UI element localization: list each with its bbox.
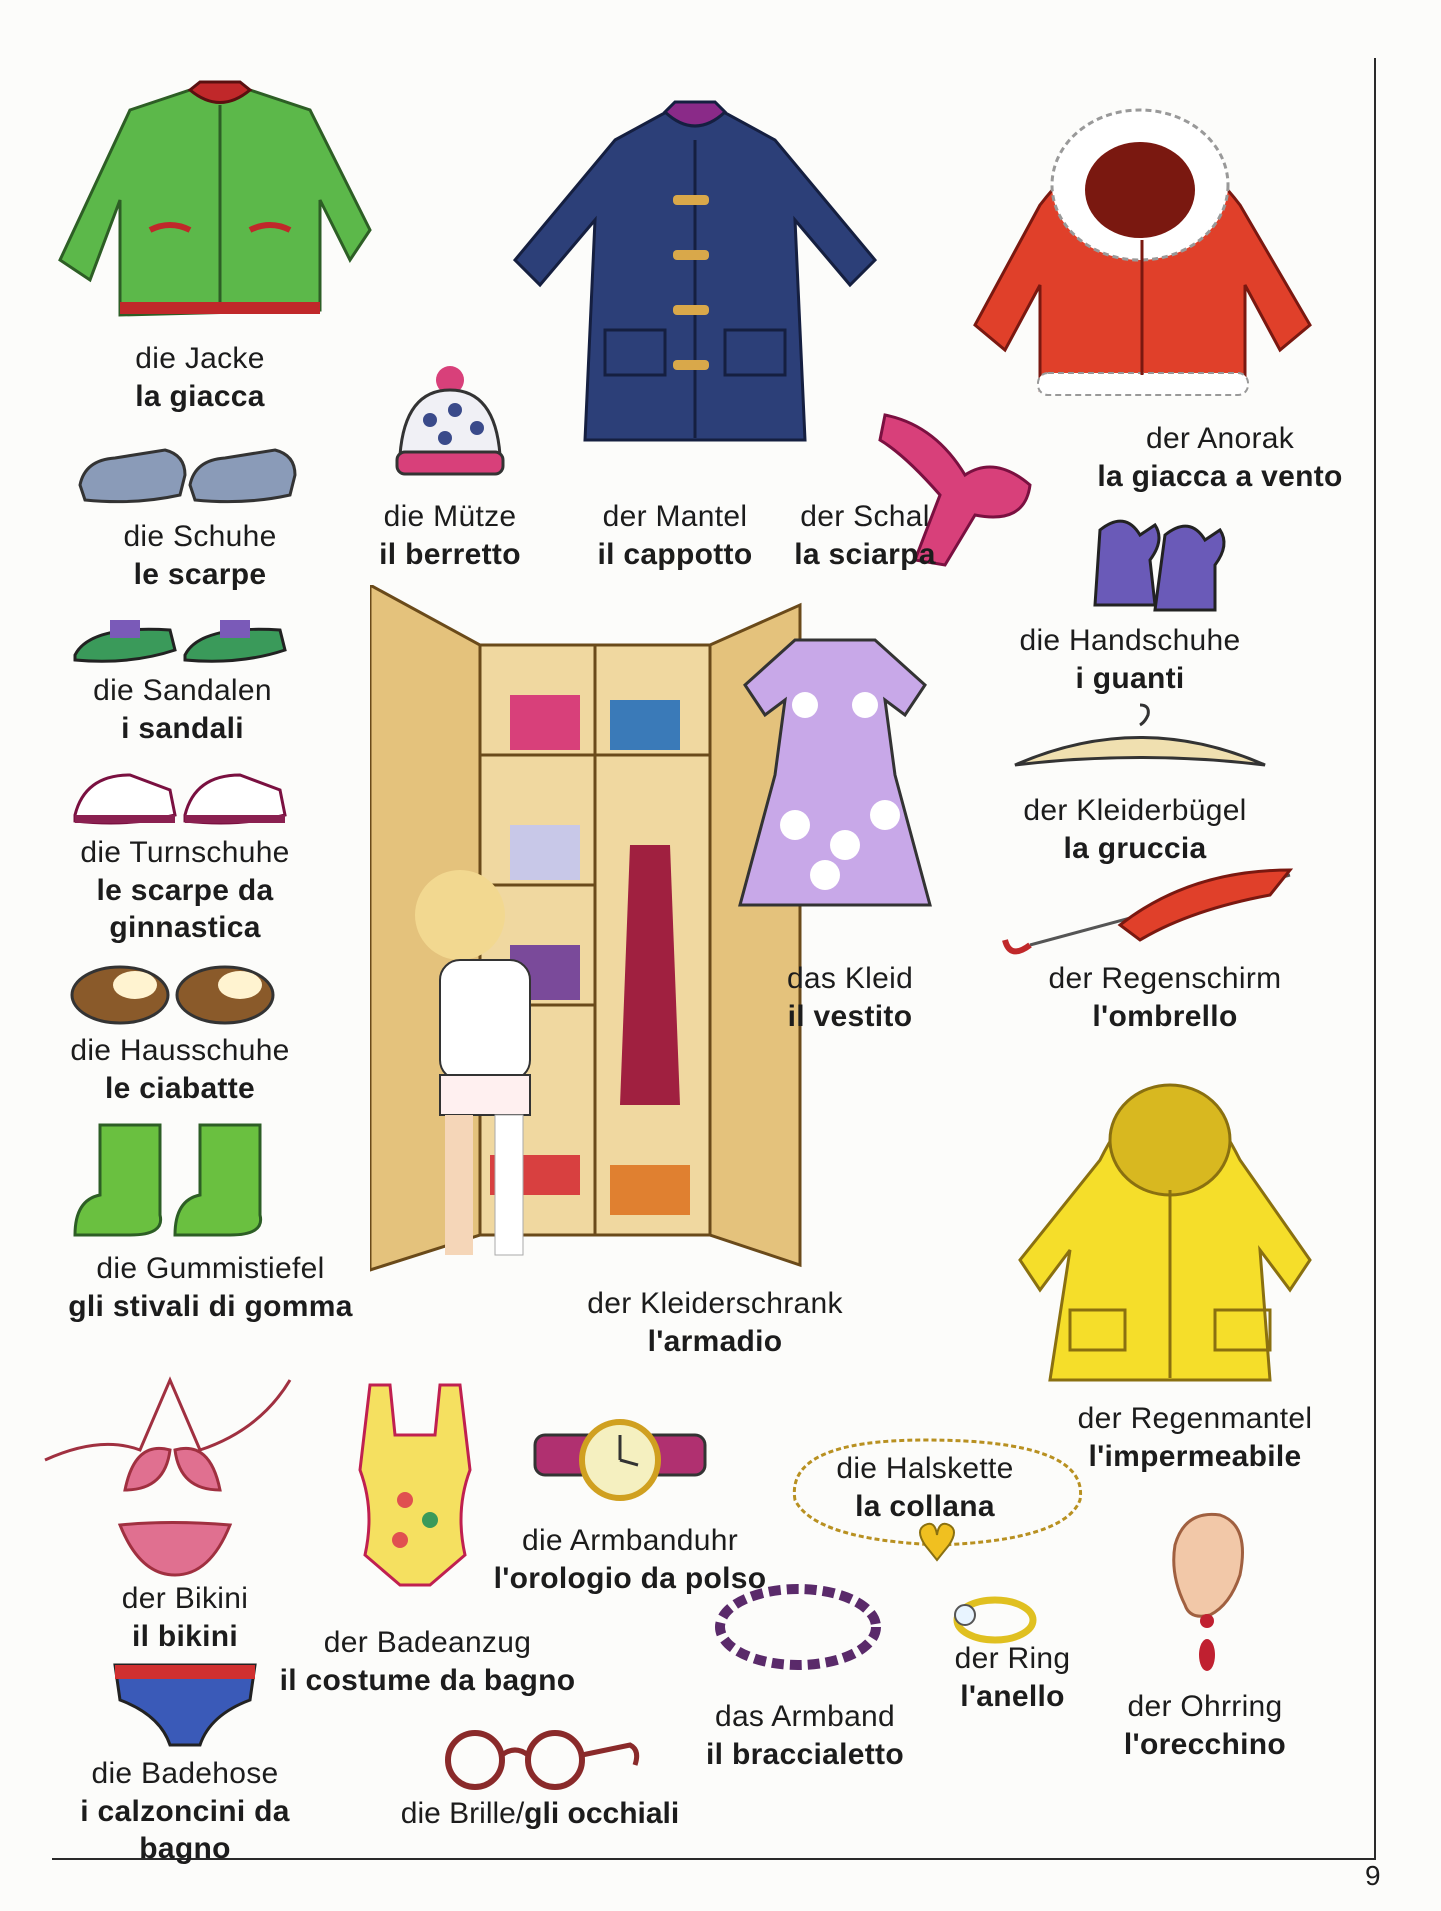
label-it: gli occhiali (524, 1797, 680, 1830)
label-it: i calzoncini da (80, 1794, 290, 1828)
label-de: die Schuhe (123, 520, 277, 553)
label-de: die Gummistiefel (96, 1252, 325, 1285)
label-regenschirm (1030, 960, 1300, 1035)
label-de: das Armband (714, 1700, 896, 1733)
coat-illustration (505, 100, 885, 460)
label-schal (780, 498, 950, 573)
label-kleid (770, 960, 930, 1035)
label-regenmantel (1055, 1400, 1335, 1475)
label-it: i sandali (121, 711, 244, 745)
cap-illustration (385, 360, 515, 480)
label-it: il cappotto (597, 537, 753, 571)
label-it: le scarpe (133, 557, 267, 591)
jacket-illustration (40, 80, 400, 330)
swim-trunks-illustration (110, 1655, 260, 1750)
label-kleiderbuegel (1005, 792, 1265, 867)
label-ring (940, 1640, 1085, 1715)
label-it: il bikini (131, 1619, 239, 1653)
label-bikini (95, 1580, 275, 1655)
raincoat-illustration (1010, 1040, 1330, 1390)
sneakers-illustration (70, 755, 295, 835)
anorak-illustration (960, 85, 1330, 410)
bikini-illustration (40, 1360, 300, 1580)
label-it: il costume da bagno (279, 1663, 576, 1697)
label-it: la giacca a vento (1097, 459, 1343, 493)
label-de: die Halskette (836, 1452, 1014, 1485)
label-de: der Kleiderschrank (587, 1287, 843, 1320)
label-halskette (815, 1450, 1035, 1525)
label-de: die Badehose (91, 1757, 279, 1790)
label-de: die Hausschuhe (70, 1034, 290, 1067)
label-it: il braccialetto (706, 1737, 904, 1771)
label-de: das Kleid (786, 962, 914, 995)
rubber-boots-illustration (70, 1120, 285, 1240)
earring-illustration (1155, 1505, 1255, 1680)
label-it: l'anello (960, 1679, 1065, 1713)
label-badehose (60, 1755, 310, 1868)
label-de: der Ohrring (1127, 1690, 1283, 1723)
label-it: la gruccia (1063, 831, 1207, 865)
label-it: il vestito (787, 999, 913, 1033)
label-it: le ciabatte (104, 1071, 256, 1105)
slippers-illustration (70, 950, 280, 1030)
label-gummistiefel (48, 1250, 373, 1325)
label-de: die Armbanduhr (521, 1524, 738, 1557)
label-armbanduhr (475, 1522, 785, 1597)
swimsuit-illustration (345, 1380, 485, 1595)
label-it: il berretto (379, 537, 521, 571)
label-it: l'armadio (647, 1324, 783, 1358)
label-it: bagno (139, 1832, 231, 1865)
label-it: la collana (855, 1489, 995, 1523)
hanger-illustration (1010, 700, 1270, 780)
label-brille (375, 1795, 705, 1833)
wristwatch-illustration (530, 1405, 710, 1515)
label-kleiderschrank (570, 1285, 860, 1360)
label-hausschuhe (55, 1032, 305, 1107)
dress-illustration (735, 625, 935, 915)
label-it: gli stivali di gomma (68, 1289, 353, 1323)
label-de: die Jacke (135, 342, 265, 375)
label-it: l'orecchino (1123, 1727, 1287, 1761)
label-it: l'orologio da polso (493, 1561, 767, 1595)
label-it: i guanti (1075, 661, 1185, 695)
label-schuhe (100, 518, 300, 593)
label-de: die Mütze (383, 500, 517, 533)
glasses-illustration (435, 1720, 645, 1790)
shoes-illustration (75, 430, 315, 510)
label-mantel (580, 498, 770, 573)
label-de: der Mantel (602, 500, 748, 533)
label-it: la sciarpa (794, 537, 936, 571)
umbrella-illustration (990, 865, 1310, 965)
gloves-illustration (1085, 510, 1235, 625)
label-de: die Turnschuhe (80, 836, 290, 869)
label-anorak (1080, 420, 1360, 495)
label-turnschuhe (60, 834, 310, 947)
label-de: der Anorak (1145, 422, 1295, 455)
label-de: die Brille/ (400, 1797, 525, 1830)
label-muetze (360, 498, 540, 573)
label-jacke (100, 340, 300, 415)
ring-illustration (945, 1590, 1040, 1645)
label-de: die Sandalen (93, 674, 272, 707)
label-handschuhe (1000, 622, 1260, 697)
label-sandalen (70, 672, 295, 747)
label-de: der Regenschirm (1048, 962, 1282, 995)
label-de: der Badeanzug (323, 1626, 532, 1659)
label-it: la giacca (135, 379, 265, 413)
sandals-illustration (70, 600, 295, 670)
label-de: der Kleiderbügel (1023, 794, 1247, 827)
page-number: 9 (1365, 1860, 1381, 1891)
label-armband (690, 1698, 920, 1773)
label-it: l'ombrello (1092, 999, 1238, 1033)
label-de: der Schal (800, 500, 930, 533)
label-ohrring (1110, 1688, 1300, 1763)
label-it: ginnastica (109, 911, 261, 944)
label-de: der Regenmantel (1077, 1402, 1313, 1435)
label-badeanzug (265, 1624, 590, 1699)
label-de: der Bikini (121, 1582, 249, 1615)
label-it: l'impermeabile (1088, 1439, 1302, 1473)
label-de: die Handschuhe (1019, 624, 1241, 657)
label-it: le scarpe da (96, 873, 274, 907)
label-de: der Ring (954, 1642, 1071, 1675)
